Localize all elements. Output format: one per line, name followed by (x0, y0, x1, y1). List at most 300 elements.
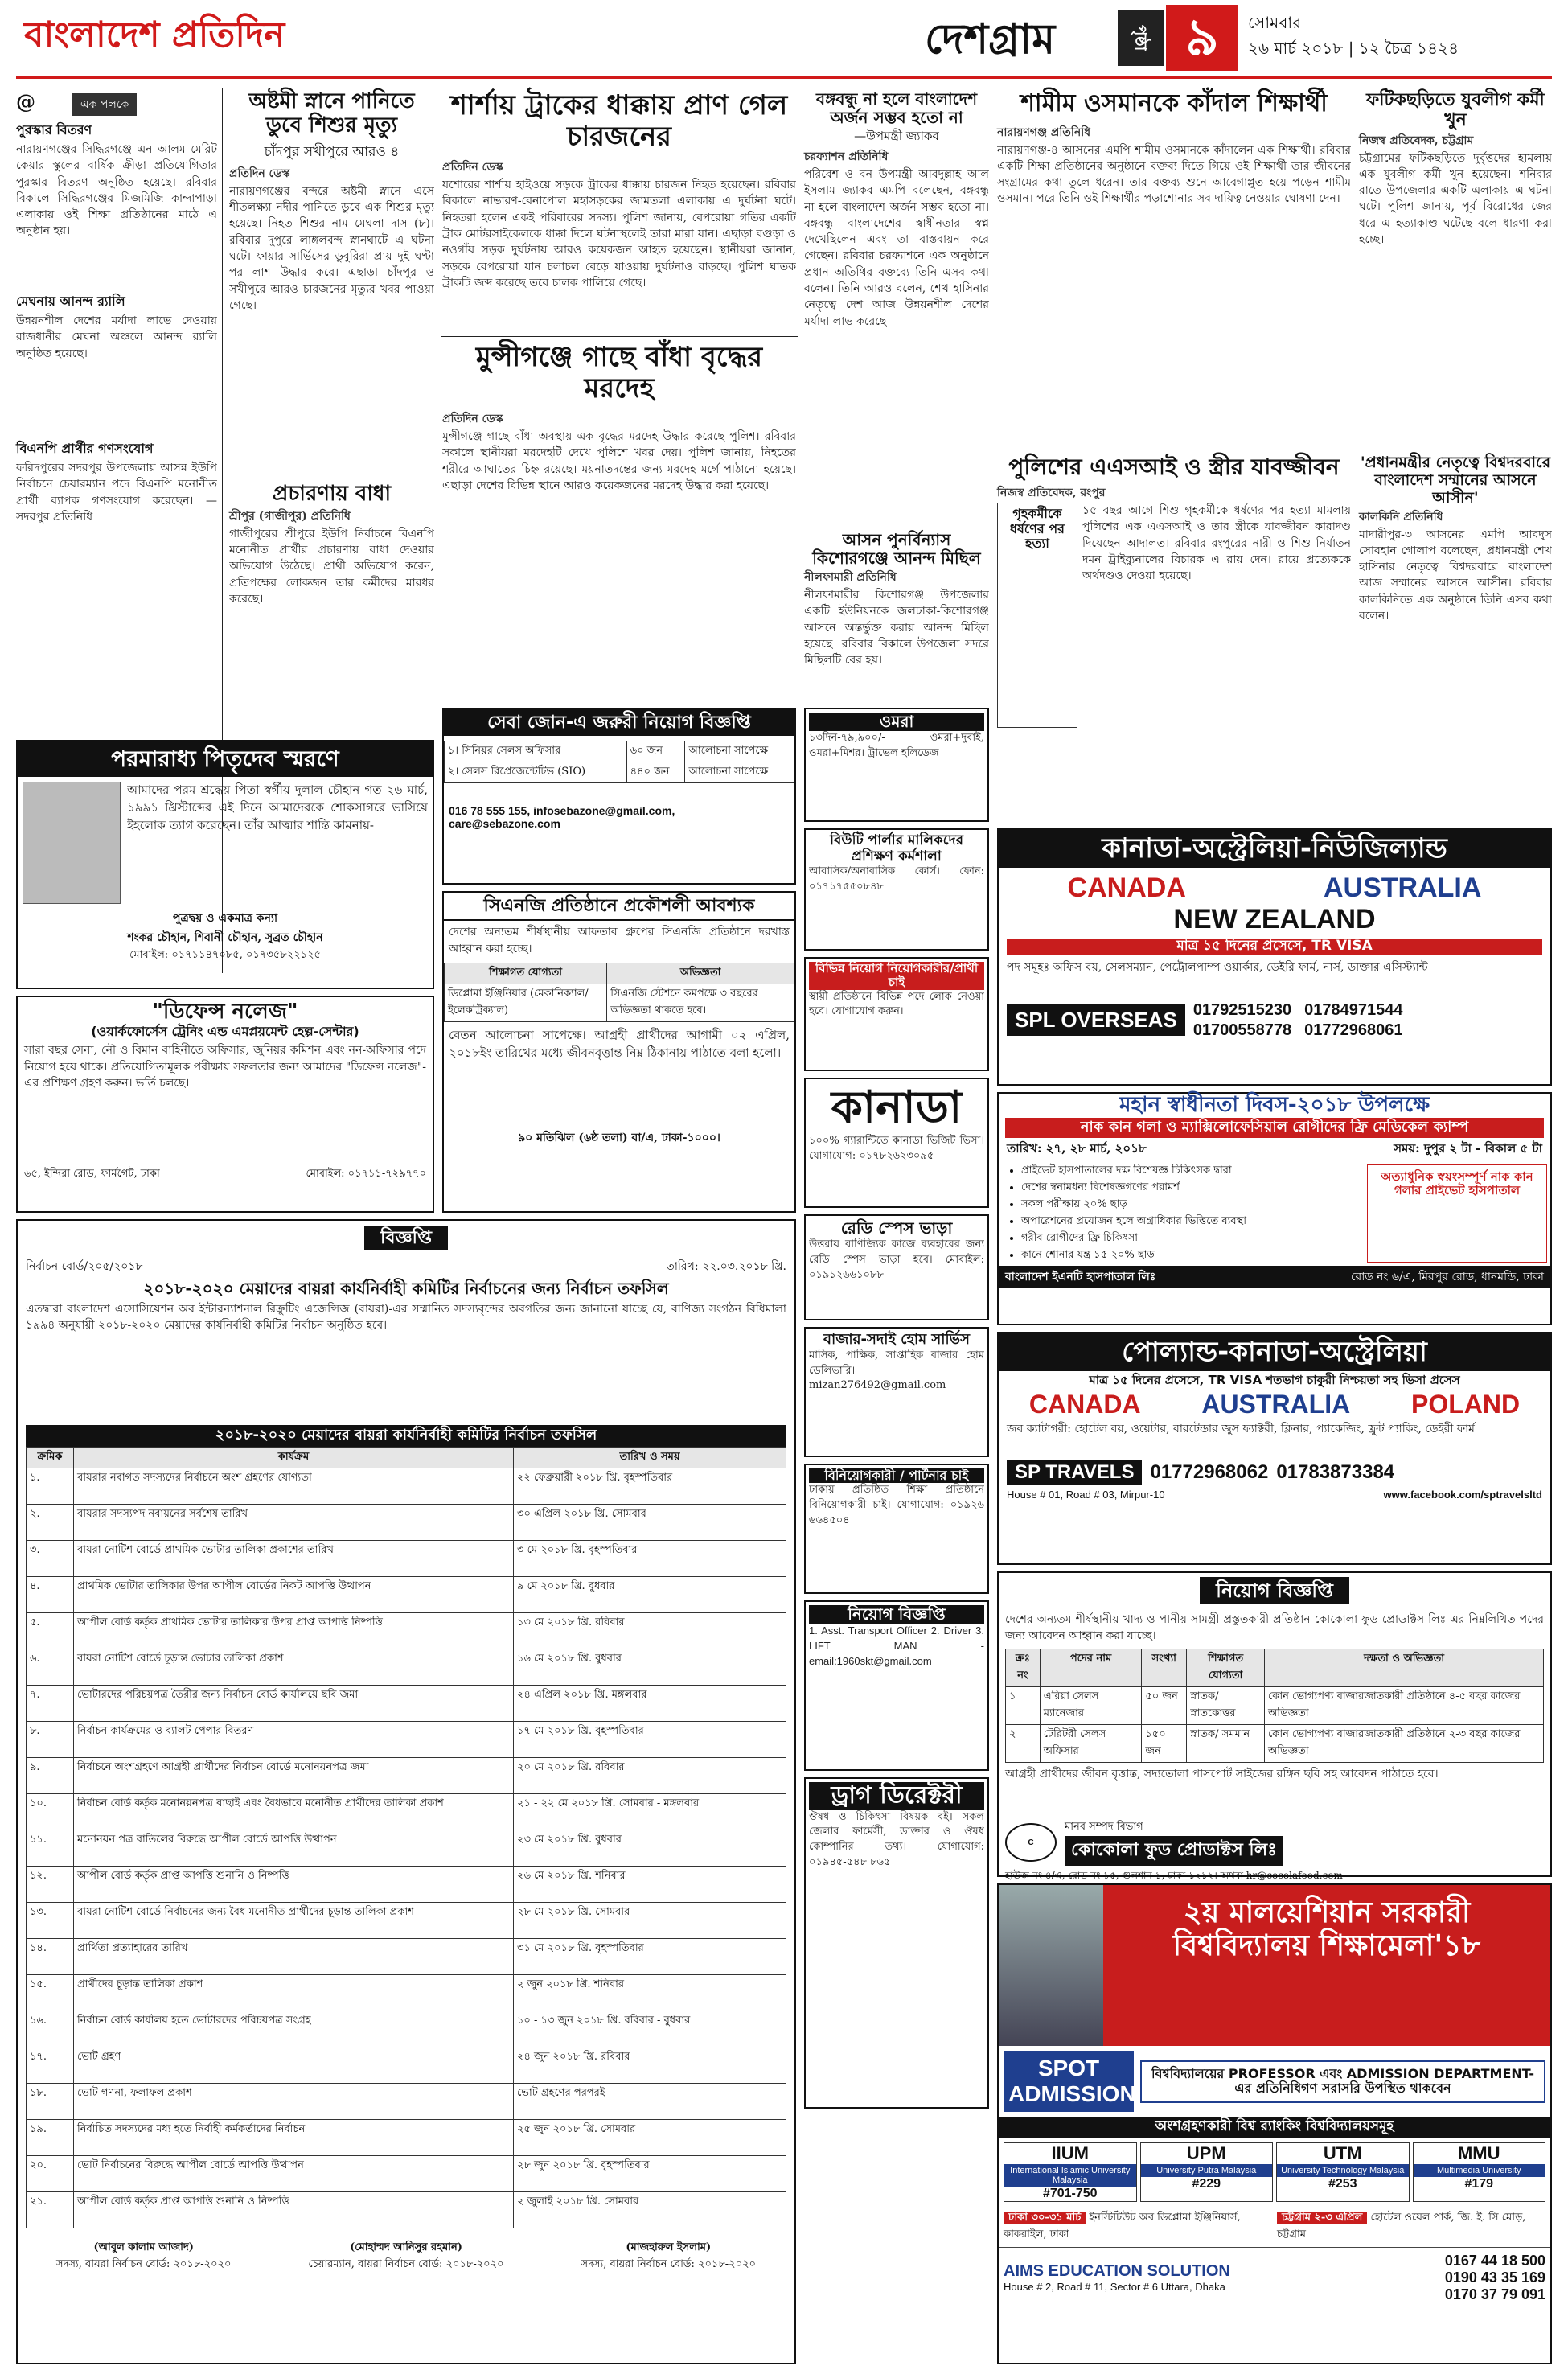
table-cell: ২৪ জুন ২০১৮ খ্রি. রবিবার (514, 2047, 786, 2083)
table-row (1006, 1725, 1544, 1763)
table-cell: ১৭ মে ২০১৮ খ্রি. বৃহস্পতিবার (514, 1721, 786, 1757)
university-name: University Putra Malaysia (1141, 2164, 1273, 2177)
table-cell: ২৫ জুন ২০১৮ খ্রি. সোমবার (514, 2119, 786, 2155)
story-headline: শার্শায় ট্রাকের ধাক্কায় প্রাণ গেল চারজনের (450, 89, 788, 154)
defence-address: ৬৫, ইন্দিরা রোড, ফার্মগেট, ঢাকা (24, 1168, 160, 1181)
camp-points (999, 1163, 1364, 1264)
classified-ad (804, 1777, 989, 2109)
table-cell: ৮. (27, 1721, 74, 1757)
table-row (27, 1576, 786, 1612)
table-cell: ১৪. (27, 1938, 74, 1974)
table-cell: নির্বাচন বোর্ড কার্যালয় হতে ভোটারদের পরিচয়পত্র সংগ্রহ (74, 2011, 514, 2047)
country-label: AUSTRALIA (1201, 1390, 1351, 1419)
classified-title: বিভিন্ন নিয়োগ নিয়োগকারীর/প্রার্থী চাই (809, 962, 984, 990)
story-text: নীলফামারীর কিশোরগঞ্জ উপজেলার একটি ইউনিয়নকে জলঢাকা-কিশোরগঞ্জ আসনে অন্তর্ভুক্ত করায় আনন্দ মিছিল হয়েছে। রবিবার বিকালে উপজেলা সদরে মিছিলটি বের হয়। (804, 589, 989, 667)
story-byline: চরফ্যাশন প্রতিনিধি (804, 150, 889, 163)
story-headline: মুন্সীগঞ্জে গাছে বাঁধা বৃদ্ধের মরদেহ (475, 341, 763, 405)
classified-text: 1. Asst. Transport Officer 2. Driver 3. LIFT MAN - email:1960skt@gmail.com (809, 1624, 984, 1667)
table-cell: ৯. (27, 1757, 74, 1793)
table-row (27, 1757, 786, 1793)
classified-ad (804, 708, 989, 822)
story-pm-leadership (1359, 454, 1552, 768)
cocola-title: নিয়োগ বিজ্ঞপ্তি (1200, 1577, 1349, 1604)
table-cell: ৩ মে ২০১৮ খ্রি. বৃহস্পতিবার (514, 1540, 786, 1576)
table-row (27, 1866, 786, 1902)
university-rank: #179 (1464, 2176, 1494, 2191)
camp-date: তারিখ: ২৭, ২৮ মার্চ, ২০১৮ (1007, 1140, 1147, 1156)
table-cell: ভোট নির্বাচনের বিরুদ্ধে আপীল বোর্ডে আপত্তি উত্থাপন (74, 2155, 514, 2191)
classified-text: উত্তরায় বাণিজ্যিক কাজে ব্যবহারের জন্য রেডি স্পেস ভাড়া হবে। মোবাইল: ০১৯১২৬৬১০৮৮ (809, 1238, 984, 1281)
table-row (27, 2011, 786, 2047)
page-number: ৯ (1166, 5, 1238, 71)
org-name: AIMS EDUCATION SOLUTION (1004, 2262, 1230, 2281)
hospital-name: বাংলাদেশ ইএনটি হাসপাতাল লিঃ (1005, 1270, 1156, 1284)
table-row (27, 2155, 786, 2191)
brief-text: উন্নয়নশীল দেশের মর্যাদা লাভে দেওয়ায় রাজধানীর মেঘনা অঞ্চলে আনন্দ র‌্যালি অনুষ্ঠিত হয়েছে। (16, 314, 217, 360)
story-byline: প্রতিদিন ডেস্ক (442, 161, 503, 175)
table-row (1006, 1687, 1544, 1725)
fair-middle: বিশ্ববিদ্যালয়ের PROFESSOR এবং ADMISSION DEPARTMENT-এর প্রতিনিধিগণ সরাসরি উপস্থিত থাকবেন (1140, 2060, 1545, 2103)
table-cell: আলোচনা সাপেক্ষে (685, 762, 794, 783)
notice-ref: নির্বাচন বোর্ড/২০৫/২০১৮ (26, 1260, 143, 1273)
table-header: দক্ষতা ও অভিজ্ঞতা (1265, 1649, 1544, 1687)
university-name: Multimedia University (1414, 2164, 1545, 2177)
date-label: ২৬ মার্চ ২০১৮ | ১২ চৈত্র ১৪২৪ (1248, 39, 1459, 58)
country-label: CANADA (1067, 873, 1186, 904)
story-bangabandhu (804, 90, 989, 504)
visa-note: মাত্র ১৫ দিনের প্রসেসে, TR VISA (1007, 939, 1542, 955)
table-cell: আপীল বোর্ড কর্তৃক প্রাপ্ত আপত্তি শুনানি ও নিষ্পত্তি (74, 1866, 514, 1902)
defence-subtitle: (ওয়ার্কফোর্সেস ট্রেনিং এন্ড এমপ্লয়মেন্ট হেল্প-সেন্টার) (91, 1023, 359, 1039)
visa-jobs: পদ সমূহঃ অফিস বয়, সেলসম্যান, পেট্রোলপাম্প ওয়ার্কার, ডেইরি ফার্ম, নার্স, ডাক্তার এসিস্ট্যান্ট (1007, 960, 1428, 974)
day-label: সোমবার (1248, 13, 1302, 32)
table-cell: ৬. (27, 1649, 74, 1685)
story-asi-verdict (997, 454, 1351, 728)
story-side-label: গৃহকর্মীকে ধর্ষণের পর হত্যা (997, 503, 1077, 728)
story-headline: পুলিশের এএসআই ও স্ত্রীর যাবজ্জীবন (1008, 454, 1340, 480)
table-cell: মনোনয়ন পত্র বাতিলের বিরুদ্ধে আপীল বোর্ডে আপত্তি উত্থাপন (74, 1830, 514, 1866)
classified-ad (804, 957, 989, 1071)
classified-text: ঢাকায় প্রতিষ্ঠিত শিক্ষা প্রতিষ্ঠানে বিনিয়োগকারী চাই। যোগাযোগ: ০১৯২৬ ৬৬৪৫০৪ (809, 1484, 984, 1527)
table-cell: প্রার্থিতা প্রত্যাহারের তারিখ (74, 1938, 514, 1974)
camp-point: • গরীব রোগীদের ফ্রি চিকিৎসা (1021, 1230, 1364, 1247)
classified-ad (804, 1464, 989, 1594)
company-name: SP TRAVELS (1007, 1460, 1142, 1485)
table-cell: ২। সেলস রিপ্রেজেন্টেটিভ (SIO) (445, 762, 627, 783)
country-label: POLAND (1410, 1390, 1521, 1419)
table-cell: প্রার্থীদের চূড়ান্ত তালিকা প্রকাশ (74, 1974, 514, 2011)
table-header: পদের নাম (1040, 1649, 1142, 1687)
table-cell: নির্বাচনে অংশগ্রহণে আগ্রহী প্রার্থীদের নির্বাচন বোর্ডে মনোনয়নপত্র জমা (74, 1757, 514, 1793)
table-cell: ৫০ জন (1142, 1687, 1187, 1725)
story-headline: শামীম ওসমানকে কাঁদাল শিক্ষার্থী (1020, 89, 1328, 117)
table-cell: ১৬. (27, 2011, 74, 2047)
table-row (27, 1612, 786, 1649)
sebazone-table (444, 741, 794, 783)
story-text: চট্টগ্রামের ফটিকছড়িতে দুর্বৃত্তদের হামলায় এক যুবলীগ কর্মী খুন হয়েছেন। শনিবার রাতে উপজেলার একটি এলাকায় এ ঘটনা ঘটে। পুলিশ জানায়, পূর্ব বিরোধের জের ধরে এ হত্যাকাণ্ড ঘটেছে বলে ধারণা করা হচ্ছে। (1359, 151, 1552, 247)
story-byline: নিজস্ব প্রতিবেদক, চট্টগ্রাম (1359, 133, 1474, 147)
notice-title: বিজ্ঞপ্তি (364, 1226, 448, 1250)
spot-admission: SPOT ADMISSION (1004, 2051, 1134, 2112)
table-cell: আপীল বোর্ড কর্তৃক প্রাপ্ত আপত্তি শুনানি ও নিষ্পত্তি (74, 2191, 514, 2228)
table-row (27, 1721, 786, 1757)
camp-point: • প্রাইভেট হাসপাতালের দক্ষ বিশেষজ্ঞ চিকিৎসক দ্বারা (1021, 1163, 1364, 1180)
story-text: নারায়ণগঞ্জ-৪ আসনের এমপি শামীম ওসমানকে কাঁদালেন এক শিক্ষার্থী। রবিবার একটি শিক্ষা প্রতিষ্ঠানের অনুষ্ঠানে বক্তব্য দিতে গিয়ে ওই শিক্ষার্থী তার জীবনের সংগ্রামের কথা তুলে ধরেন। তার বক্তব্য শুনে আবেগাপ্লুত হয়ে পড়েন শামীম ওসমান। পরে তিনি ওই শিক্ষার্থীর পড়াশোনার সব দায়িত্ব নেওয়ার ঘোষণা দেন। (997, 143, 1351, 206)
classified-text: মাসিক, পাক্ষিক, সাপ্তাহিক বাজার হোম ডেলিভারি। mizan276492@gmail.com (809, 1349, 984, 1392)
classified-text: আবাসিক/অনাবাসিক কোর্স। ফোন: ০১৭১৭৫৫০৮৪৮ (809, 865, 984, 893)
table-row (27, 1685, 786, 1721)
signature-role: সদস্য, বায়রা নির্বাচন বোর্ড: ২০১৮-২০২০ (55, 2257, 232, 2270)
country-label: NEW ZEALAND (1173, 904, 1376, 935)
story-headline: বঙ্গবন্ধু না হলে বাংলাদেশ অর্জন সম্ভব হতো না (815, 89, 978, 127)
university-card (1004, 2142, 1137, 2202)
university-rank: #253 (1328, 2176, 1357, 2191)
phone-number: 01783873384 (1276, 1461, 1395, 1484)
story-text: নারায়ণগঞ্জের বন্দরে অষ্টমী স্নানে এসে শীতলক্ষ্যা নদীর পানিতে ডুবে এক শিশুর মৃত্যু হয়েছে। নিহত শিশুর নাম মেঘলা দাস (৮)। রবিবার দুপুরে লাঙ্গলবন্দ স্নানঘাটে এ ঘটনা ঘটে। ফায়ার সার্ভিসের ডুবুরিরা প্রায় দুই ঘণ্টা পর লাশ উদ্ধার করে। এছাড়া চাঁদপুর ও সখীপুরে আরও চারজনের মৃত্যুর খবর পাওয়া গেছে। (229, 184, 434, 312)
notice-date: তারিখ: ২২.০৩.২০১৮ খ্রি. (666, 1260, 786, 1273)
memorial-text: আমাদের পরম শ্রদ্ধেয় পিতা স্বর্গীয় দুলাল চৌহান গত ২৬ মার্চ, ১৯৯১ খ্রিস্টাব্দের এই দিনে আমাদেরকে শোকসাগরে ভাসিয়ে ইহলোক ত্যাগ করেছেন। তাঁর আত্মার শান্তি কামনায়- (127, 782, 428, 832)
table-cell: ১০ - ১৩ জুন ২০১৮ খ্রি. রবিবার - বুধবার (514, 2011, 786, 2047)
story-fatikchari (1359, 90, 1552, 416)
classified-ad (804, 828, 989, 951)
table-cell: ৯ মে ২০১৮ খ্রি. বুধবার (514, 1576, 786, 1612)
fair-title: ২য় মালয়েশিয়ান সরকারী বিশ্ববিদ্যালয় শিক্ষামেলা'১৮ (1103, 1885, 1550, 2046)
brief-head: বিএনপি প্রার্থীর গণসংযোগ (16, 441, 154, 456)
notice-signatures (18, 2240, 794, 2273)
table-header: ক্রমিক (27, 1447, 74, 1468)
brief-head: পুরস্কার বিতরণ (16, 122, 92, 138)
classified-text: ১০০% গ্যারান্টিতে কানাডা ভিজিট ভিসা। যোগাযোগ: ০১৭৮২৬২৩০৯৫ (809, 1135, 984, 1163)
table-header: শিক্ষাগত যোগ্যতা (445, 963, 607, 984)
cocola-logo-icon: C (1005, 1823, 1057, 1862)
university-card (1276, 2142, 1410, 2202)
university-name: International Islamic University Malaysia (1004, 2164, 1136, 2187)
table-cell: ৫. (27, 1612, 74, 1649)
university-card (1140, 2142, 1274, 2202)
table-cell: ২৪ এপ্রিল ২০১৮ খ্রি. মঙ্গলবার (514, 1685, 786, 1721)
table-cell: ২০. (27, 2155, 74, 2191)
classified-ad (804, 1214, 989, 1320)
table-row (27, 1540, 786, 1576)
story-text: মাদারীপুর-৩ আসনের এমপি আবদুস সোবহান গোলাপ বলেছেন, প্রধানমন্ত্রী শেখ হাসিনার নেতৃত্বে বিশ্বদরবারে বাংলাদেশ আজ সম্মানের আসনে আসীন। রবিবার কালকিনিতে এক অনুষ্ঠানে তিনি এসব কথা বলেন। (1359, 528, 1552, 623)
table-cell: ৬০ জন (626, 741, 685, 762)
classified-text: স্থায়ী প্রতিষ্ঠানে বিভিন্ন পদে লোক নেওয়া হবে। যোগাযোগ করুন। (809, 990, 984, 1018)
table-cell: ৭. (27, 1685, 74, 1721)
phone-number: 01772968061 (1304, 1021, 1403, 1039)
classifieds-column (804, 708, 989, 2364)
table-cell: ১২. (27, 1866, 74, 1902)
camp-highlight: অত্যাধুনিক স্বয়ংসম্পূর্ণ নাক কান গলার প্রাইভেট হাসপাতাল (1367, 1164, 1547, 1263)
story-headline: অষ্টমী স্নানে পানিতে ডুবে শিশুর মৃত্যু (248, 89, 415, 138)
table-cell: ৩১ মে ২০১৮ খ্রি. বৃহস্পতিবার (514, 1938, 786, 1974)
story-text: যশোরের শার্শায় হাইওয়ে সড়কে ট্রাকের ধাক্কায় চারজন নিহত হয়েছেন। রবিবার বিকালে নাভারণ-বেনাপোল মহাসড়কের জামতলা এলাকায় এ দুর্ঘটনা ঘটে। নিহতরা হলেন একই পরিবারের সদস্য। পুলিশ জানায়, বেপরোয়া গতির একটি ট্রাক মোটরসাইকেলকে ধাক্কা দিলে ঘটনাস্থলেই তারা মারা যান। এছাড়া বগুড়া ও নওগাঁয় সড়ক দুর্ঘটনায় আরও কয়েকজন আহত হয়েছেন। স্থানীয়রা জানান, সড়কে বেপরোয়া যান চলাচল বেড়ে যাওয়ায় দুর্ঘটনাও বাড়ছে। পুলিশ ঘাতক ট্রাকটি জব্দ করেছে তবে চালক পালিয়ে গেছে। (442, 179, 796, 290)
table-cell: ১৮. (27, 2083, 74, 2119)
table-cell: ২ (1006, 1725, 1041, 1763)
table-cell: ভোট গণনা, ফলাফল প্রকাশ (74, 2083, 514, 2119)
fair-venue-ctg: হোটেল ওয়েল পার্ক, জি. ই. সি মোড়, চট্টগ্রাম (1277, 2211, 1526, 2241)
signature-role: চেয়ারম্যান, বায়রা নির্বাচন বোর্ড: ২০১৮-২০২০ (308, 2257, 504, 2270)
story-munshiganj (442, 342, 796, 726)
story-headline: ফটিকছড়িতে যুবলীগ কর্মী খুন (1366, 90, 1545, 131)
table-cell: ১। সিনিয়র সেলস অফিসার (445, 741, 627, 762)
helpline-number: 0190 43 35 169 (1444, 2269, 1545, 2286)
story-text: গাজীপুরের শ্রীপুরে ইউপি নির্বাচনে বিএনপি মনোনীত প্রার্থীর প্রচারণায় বাধা দেওয়ার অভিযোগ উঠেছে। প্রার্থী অভিযোগ করেন, প্রতিপক্ষের লোকজন তার কর্মীদের মারধর করেছে। (229, 527, 434, 606)
defence-phone: মোবাইল: ০১৭১১-৭২৯৭৭০ (306, 1168, 426, 1181)
table-cell: নির্বাচন কার্যক্রমের ও ব্যালট পেপার বিতরণ (74, 1721, 514, 1757)
university-code: UTM (1323, 2142, 1362, 2163)
camp-point: • সকল পরীক্ষায় ২০% ছাড় (1021, 1197, 1364, 1214)
table-cell: ২৬ মে ২০১৮ খ্রি. শনিবার (514, 1866, 786, 1902)
memorial-contact: মোবাইল: ০১৭১১৪৭০৮৫, ০১৭৩৫৮২২১২৫ (129, 949, 321, 962)
university-code: UPM (1186, 2142, 1226, 2163)
memorial-names: শংকর চৌহান, শিবানী চৌহান, সুব্রত চৌহান (127, 931, 323, 945)
classified-ad (804, 1078, 989, 1208)
table-row (27, 1649, 786, 1685)
table-cell: আপীল বোর্ড কর্তৃক প্রাথমিক ভোটার তালিকার উপর প্রাপ্ত আপত্তি নিষ্পত্তি (74, 1612, 514, 1649)
towers-image (999, 1885, 1103, 2046)
table-header-row (445, 963, 794, 984)
company-name: SPL OVERSEAS (1007, 1004, 1185, 1036)
table-cell: নির্বাচন বোর্ড কর্তৃক মনোনয়নপত্র বাছাই এবং বৈধভাবে মনোনীত প্রার্থীদের তালিকা প্রকাশ (74, 1793, 514, 1830)
helpline-number: 0170 37 79 091 (1444, 2286, 1545, 2302)
camp-title: মহান স্বাধীনতা দিবস-২০১৮ উপলক্ষে (1119, 1093, 1430, 1117)
table-cell: স্নাতক/স্নাতকোত্তর (1187, 1687, 1265, 1725)
table-cell: ২ জুলাই ২০১৮ খ্রি. সোমবার (514, 2191, 786, 2228)
story-byline: প্রতিদিন ডেস্ক (229, 166, 290, 180)
table-row (27, 1830, 786, 1866)
table-cell: ২৮ জুন ২০১৮ খ্রি. বৃহস্পতিবার (514, 2155, 786, 2191)
table-row (27, 1504, 786, 1540)
table-header: অভিজ্ঞতা (607, 963, 794, 984)
phone-number: 01772968062 (1150, 1461, 1269, 1484)
signature-block (581, 2240, 756, 2273)
brief-head: মেঘনায় আনন্দ র‌্যালি (16, 294, 125, 309)
table-cell: ১ (1006, 1687, 1041, 1725)
notice-intro: এতদ্বারা বাংলাদেশ এসোসিয়েশন অব ইন্টারন্যাশনাল রিক্রুটিং এজেন্সিজ (বায়রা)-এর সম্মানিত সদস্যবৃন্দের অবগতির জন্য জানানো যাচ্ছে যে, বাণিজ্য সংগঠন বিধিমালা ১৯৯৪ অনুযায়ী ২০১৮-২০২০ মেয়াদের কার্যনির্বাহী কমিটির নির্বাচন অনুষ্ঠিত হবে। (26, 1303, 786, 1333)
defence-text: সারা বছর সেনা, নৌ ও বিমান বাহিনীতে অফিসার, জুনিয়র কমিশন এবং নন-অফিসার পদে নিয়োগ হয়ে থাকে। প্রতিযোগিতামূলক পরীক্ষায় সফলতার জন্য আমাদের "ডিফেন্স নলেজ"-এর প্রশিক্ষণ গ্রহণ করুন। ভর্তি চলছে। (24, 1044, 426, 1090)
cocola-dept: মানব সম্পদ বিভাগ (1065, 1821, 1143, 1833)
medical-camp-ad (997, 1092, 1552, 1325)
classified-title: বিউটি পার্লার মালিকদের প্রশিক্ষণ কর্মশালা (830, 832, 963, 865)
table-cell: ১৫. (27, 1974, 74, 2011)
table-cell: বায়রা নোটিশ বোর্ডে নির্বাচনের জন্য বৈধ মনোনীত প্রার্থীদের চূড়ান্ত তালিকা প্রকাশ (74, 1902, 514, 1938)
table-cell: কোন ভোগ্যপণ্য বাজারজাতকারী প্রতিষ্ঠানে ২-৩ বছর কাজের অভিজ্ঞতা (1265, 1725, 1544, 1763)
table-row (27, 1793, 786, 1830)
story-text: মুন্সীগঞ্জে গাছে বাঁধা অবস্থায় এক বৃদ্ধের মরদেহ উদ্ধার করেছে পুলিশ। রবিবার সকালে স্থানীয়রা মরদেহটি দেখে পুলিশে খবর দেয়। পুলিশ জানায়, নিহতের শরীরে আঘাতের চিহ্ন রয়েছে। ময়নাতদন্তের জন্য মরদেহ মর্গে পাঠানো হয়েছে। এছাড়া দেশের বিভিন্ন স্থানে আরও কয়েকজনের মরদেহ উদ্ধার করা হয়েছে। (442, 430, 796, 493)
table-cell: এরিয়া সেলস ম্যানেজার (1040, 1687, 1142, 1725)
memorial-ad (16, 740, 434, 989)
story-campaign (229, 483, 434, 767)
table-header: কার্যক্রম (74, 1447, 514, 1468)
classified-text: ১৩দিন-৭৯,৯০০/- ওমরা+দুবাই, ওমরা+মিশর। ট্রাভেল হলিডেজ (809, 732, 984, 759)
cocola-intro: দেশের অন্যতম শীর্ষস্থানীয় খাদ্য ও পানীয় সামগ্রী প্রস্তুতকারী প্রতিষ্ঠান কোকোলা ফুড প্রোডাক্টস লিঃ এর নিম্নলিখিত পদের জন্য আবেদন আহ্বান করা যাচ্ছে। (1005, 1613, 1544, 1643)
ranking-heading: অংশগ্রহণকারী বিশ্ব র‌্যাংকিং বিশ্ববিদ্যালয়সমূহ (999, 2117, 1550, 2138)
table-cell: ১৩. (27, 1902, 74, 1938)
table-cell: বায়রার সদস্যপদ নবায়নের সর্বশেষ তারিখ (74, 1504, 514, 1540)
classified-title: বিনিয়োগকারী / পার্টনার চাই (809, 1468, 984, 1483)
table-cell: ৩০ এপ্রিল ২০১৮ খ্রি. সোমবার (514, 1504, 786, 1540)
table-cell: ২০ মে ২০১৮ খ্রি. রবিবার (514, 1757, 786, 1793)
visa-title: পোল্যান্ড-কানাডা-অস্ট্রেলিয়া (999, 1333, 1550, 1371)
table-cell: ২৩ মে ২০১৮ খ্রি. বুধবার (514, 1830, 786, 1866)
cng-footer: বেতন আলোচনা সাপেক্ষে। আগ্রহী প্রার্থীদের আগামী ০২ এপ্রিল, ২০১৮ইং তারিখের মধ্যে জীবনবৃত্তান্ত নিম্ন ঠিকানায় পাঠাতে বলা হলো। (449, 1028, 790, 1061)
visa-ad-poland (997, 1332, 1552, 1565)
classified-title: রেডি স্পেস ভাড়া (840, 1218, 953, 1238)
university-rank: #701-750 (1042, 2186, 1098, 2200)
cng-title: সিএনজি প্রতিষ্ঠানে প্রকৌশলী আবশ্যক (444, 893, 794, 921)
sebazone-contact: 016 78 555 155, infosebazone@gmail.com, care@sebazone.com (449, 804, 675, 831)
table-cell: টেরিটরী সেলস অফিসার (1040, 1725, 1142, 1763)
story-headline: 'প্রধানমন্ত্রীর নেতৃত্বে বিশ্বদরবারে বাংলাদেশ সম্মানের আসনে আসীন' (1360, 454, 1551, 507)
table-cell: ২১. (27, 2191, 74, 2228)
story-truck-accident (442, 90, 796, 346)
table-header: ক্রঃ নং (1006, 1649, 1041, 1687)
table-cell: ২ জুন ২০১৮ খ্রি. শনিবার (514, 1974, 786, 2011)
cocola-address: হাউজ নং ৪/এ, রোড নং ১৫, গুলশান-১, ঢাকা-১২১২। অথবা hr@cocolafood.com (1005, 1870, 1343, 1881)
defence-title: "ডিফেন্স নলেজ" (152, 1000, 298, 1024)
brief-tag: এক পলকে (72, 93, 137, 116)
portrait-photo (23, 782, 121, 904)
phone-number: 01792515230 (1192, 1000, 1292, 1019)
table-cell: ভোট গ্রহণের পরপরই (514, 2083, 786, 2119)
helpline-number: 0167 44 18 500 (1444, 2252, 1545, 2269)
table-cell: ১. (27, 1468, 74, 1504)
university-grid (999, 2138, 1550, 2207)
table-cell: ভোটারদের পরিচয়পত্র তৈরীর জন্য নির্বাচন বোর্ড কার্যালয়ে ছবি জমা (74, 1685, 514, 1721)
story-text: ১৫ বছর আগে শিশু গৃহকর্মীকে ধর্ষণের পর হত্যা মামলায় পুলিশের এক এএসআই ও তার স্ত্রীকে যাবজ্জীবন কারাদণ্ড দিয়েছেন আদালত। রবিবার রংপুরের নারী ও শিশু নির্যাতন দমন ট্রাইব্যুনালের বিচারক এ রায় দেন। রায়ে প্রত্যেককে অর্থদণ্ডও দেওয়া হয়েছে। (1082, 504, 1351, 583)
university-code: IIUM (1051, 2142, 1089, 2163)
story-byline: কালকিনি প্রতিনিধি (1359, 510, 1443, 524)
cocola-table (1005, 1649, 1544, 1763)
story-drowning (229, 90, 434, 465)
camp-point: • অপারেশনের প্রয়োজন হলে অগ্রাধিকার ভিত্তিতে ব্যবস্থা (1021, 1214, 1364, 1230)
table-cell: ৪৪০ জন (626, 762, 685, 783)
phone-number: 01784971544 (1304, 1000, 1403, 1019)
table-cell: ১১. (27, 1830, 74, 1866)
visa-jobs: জব ক্যাটাগরী: হোটেল বয়, ওয়েটার, বারটেন্ডার জুস ফ্যাক্টরী, ক্লিনার, প্যাকেজিং, ফ্রুট প্যাকিং, ডেইরী ফার্ম (1007, 1423, 1475, 1436)
table-row (445, 762, 794, 783)
table-cell: ২১ - ২২ মে ২০১৮ খ্রি. সোমবার - মঙ্গলবার (514, 1793, 786, 1830)
country-label: CANADA (1028, 1390, 1141, 1419)
story-subline: —উপমন্ত্রী জ্যাকব (854, 129, 939, 143)
table-row (445, 741, 794, 762)
table-cell: ৪. (27, 1576, 74, 1612)
table-row (445, 984, 794, 1022)
section-title: দেশগ্রাম (925, 15, 1056, 64)
story-headline: প্রচারণায় বাধা (272, 482, 392, 506)
camp-subtitle: নাক কান গলা ও ম্যাক্সিলোফেসিয়াল রোগীদের ফ্রি মেডিকেল ক্যাম্প (1005, 1118, 1544, 1138)
table-cell: ২. (27, 1504, 74, 1540)
org-address: House # 2, Road # 11, Sector # 6 Uttara, Dhaka (1004, 2281, 1225, 2294)
table-row (27, 2083, 786, 2119)
table-row (27, 2191, 786, 2228)
table-cell: ২২ ফেব্রুয়ারী ২০১৮ খ্রি. বৃহস্পতিবার (514, 1468, 786, 1504)
table-cell: বায়রার নবাগত সদস্যদের নির্বাচনে অংশ গ্রহণের যোগ্যতা (74, 1468, 514, 1504)
fair-venue-dhaka: ইনস্টিটিউট অব ডিপ্লোমা ইঞ্জিনিয়ার্স, কাকরাইল, ঢাকা (1004, 2211, 1241, 2241)
classified-text: ঔষধ ও চিকিৎসা বিষয়ক বই। সকল জেলার ফার্মেসী, ডাক্তার ও ঔষধ কোম্পানির তথ্য। যোগাযোগ: ০১৯৪৫-৫৪৮ ৮৬৫ (809, 1810, 984, 1869)
table-cell: ১৩ মে ২০১৮ খ্রি. রবিবার (514, 1612, 786, 1649)
table-cell: স্নাতক/ সমমান (1187, 1725, 1265, 1763)
classified-title: ওমরা (809, 713, 984, 731)
story-byline: নীলফামারী প্রতিনিধি (804, 571, 897, 584)
visa-title: কানাডা-অস্ট্রেলিয়া-নিউজিল্যান্ড (999, 830, 1550, 868)
table-row (27, 2119, 786, 2155)
classified-ad (804, 1327, 989, 1457)
table-header: সংখ্যা (1142, 1649, 1187, 1687)
classified-title: বাজার-সদাই হোম সার্ভিস (823, 1331, 970, 1348)
schedule-table (26, 1447, 786, 2228)
table-row (27, 2047, 786, 2083)
country-label: AUSTRALIA (1323, 873, 1482, 904)
table-cell: ১৫০ জন (1142, 1725, 1187, 1763)
story-byline: শ্রীপুর (গাজীপুর) প্রতিনিধি (229, 509, 351, 523)
table-header: শিক্ষাগত যোগ্যতা (1187, 1649, 1265, 1687)
table-row (27, 1938, 786, 1974)
cng-address: ৯০ মতিঝিল (৬ষ্ঠ তলা) বা/এ, ঢাকা-১০০০। (518, 1132, 720, 1145)
brief-text: ফরিদপুরের সদরপুর উপজেলায় আসন্ন ইউপি নির্বাচনে চেয়ারম্যান পদে বিএনপি মনোনীত প্রার্থী ব্যাপক গণসংযোগ করেছেন। — সদরপুর প্রতিনিধি (16, 462, 217, 524)
hospital-address: রোড নং ৬/এ, মিরপুর রোড, ধানমন্ডি, ঢাকা (1350, 1270, 1544, 1284)
table-cell: আলোচনা সাপেক্ষে (685, 741, 794, 762)
malaysia-fair-ad (997, 1883, 1552, 2364)
classified-title: নিয়োগ বিজ্ঞপ্তি (809, 1605, 984, 1624)
table-header-row (27, 1447, 786, 1468)
spiral-icon: @ (16, 90, 35, 113)
story-shamim-osman (997, 90, 1351, 384)
cng-intro: দেশের অন্যতম শীর্ষস্থানীয় আফতাব গ্রুপের সিএনজি প্রতিষ্ঠানে দরখাস্ত আহ্বান করা হচ্ছে। (449, 926, 790, 955)
classified-title: ড্রাগ ডিরেক্টরী (809, 1782, 984, 1810)
signature-name: (আবুল কালাম আজাদ) (93, 2241, 194, 2253)
story-text: পরিবেশ ও বন উপমন্ত্রী আবদুল্লাহ আল ইসলাম জ্যাকব এমপি বলেছেন, বঙ্গবন্ধু না হলে বাংলাদেশ অর্জন সম্ভব হতো না। বঙ্গবন্ধু বাংলাদেশের স্বাধীনতার স্বপ্ন দেখেছিলেন এবং তা বাস্তবায়ন করে গেছেন। রবিবার চরফ্যাশনে এক অনুষ্ঠানে প্রধান অতিথির বক্তব্যে তিনি এসব কথা বলেন। তিনি আরও বলেন, শেখ হাসিনার নেতৃত্বে দেশ আজ উন্নয়নশীল দেশের মর্যাদা লাভ করেছে। (804, 168, 989, 328)
table-cell: ভোট গ্রহণ (74, 2047, 514, 2083)
memorial-sign: পুত্রদ্বয় ও একমাত্র কন্যা (172, 912, 278, 926)
university-code: MMU (1457, 2142, 1500, 2163)
university-name: University Technology Malaysia (1277, 2164, 1409, 2177)
phone-number: 01700558778 (1192, 1021, 1292, 1039)
cng-table (444, 963, 794, 1022)
table-cell: সিএনজি স্টেশনে কমপক্ষে ৩ বছরের অভিজ্ঞতা থাকতে হবে। (607, 984, 794, 1022)
schedule-title: ২০১৮-২০২০ মেয়াদের বায়রা কার্যনির্বাহী কমিটির নির্বাচন তফসিল (26, 1425, 786, 1447)
table-cell: নির্বাচিত সদস্যদের মধ্য হতে নির্বাহী কর্মকর্তাদের নির্বাচন (74, 2119, 514, 2155)
table-cell: বায়রা নোটিশ বোর্ডে প্রাথমিক ভোটার তালিকা প্রকাশের তারিখ (74, 1540, 514, 1576)
story-byline: প্রতিদিন ডেস্ক (442, 413, 503, 426)
university-card (1413, 2142, 1546, 2202)
signature-name: (মোহাম্মদ আনিসুর রহমান) (350, 2241, 462, 2253)
cocola-ad (997, 1571, 1552, 1881)
table-cell: বায়রা নোটিশ বোর্ডে চূড়ান্ত ভোটার তালিকা প্রকাশ (74, 1649, 514, 1685)
sebazone-title: সেবা জোন-এ জরুরী নিয়োগ বিজ্ঞপ্তি (444, 709, 794, 736)
cocola-company: কোকোলা ফুড প্রোডাক্টস লিঃ (1065, 1836, 1283, 1866)
table-cell: ১৬ মে ২০১৮ খ্রি. বুধবার (514, 1649, 786, 1685)
memorial-title: পরমারাধ্য পিতৃদেব স্মরণে (18, 741, 433, 777)
table-row (27, 1902, 786, 1938)
camp-time: সময়: দুপুর ২ টা - বিকাল ৫ টা (1394, 1140, 1542, 1156)
table-cell: ১৭. (27, 2047, 74, 2083)
signature-block (56, 2240, 232, 2273)
story-byline: নারায়ণগঞ্জ প্রতিনিধি (997, 125, 1091, 139)
university-rank: #229 (1192, 2176, 1221, 2191)
classified-title: কানাডা (831, 1082, 963, 1134)
table-header: তারিখ ও সময় (514, 1447, 786, 1468)
table-cell: ২৮ মে ২০১৮ খ্রি. সোমবার (514, 1902, 786, 1938)
notice-heading: ২০১৮-২০২০ মেয়াদের বায়রা কার্যনির্বাহী কমিটির নির্বাচনের জন্য নির্বাচন তফসিল (143, 1279, 669, 1298)
table-header-row (1006, 1649, 1544, 1687)
table-cell: ৩. (27, 1540, 74, 1576)
signature-block (308, 2240, 503, 2273)
table-cell: ১০. (27, 1793, 74, 1830)
fair-ctg: চট্টগ্রাম ২-৩ এপ্রিল (1277, 2212, 1367, 2224)
camp-point: • কানে শোনার যন্ত্র ১৫-২০% ছাড় (1021, 1247, 1364, 1264)
classified-ad (804, 1600, 989, 1771)
